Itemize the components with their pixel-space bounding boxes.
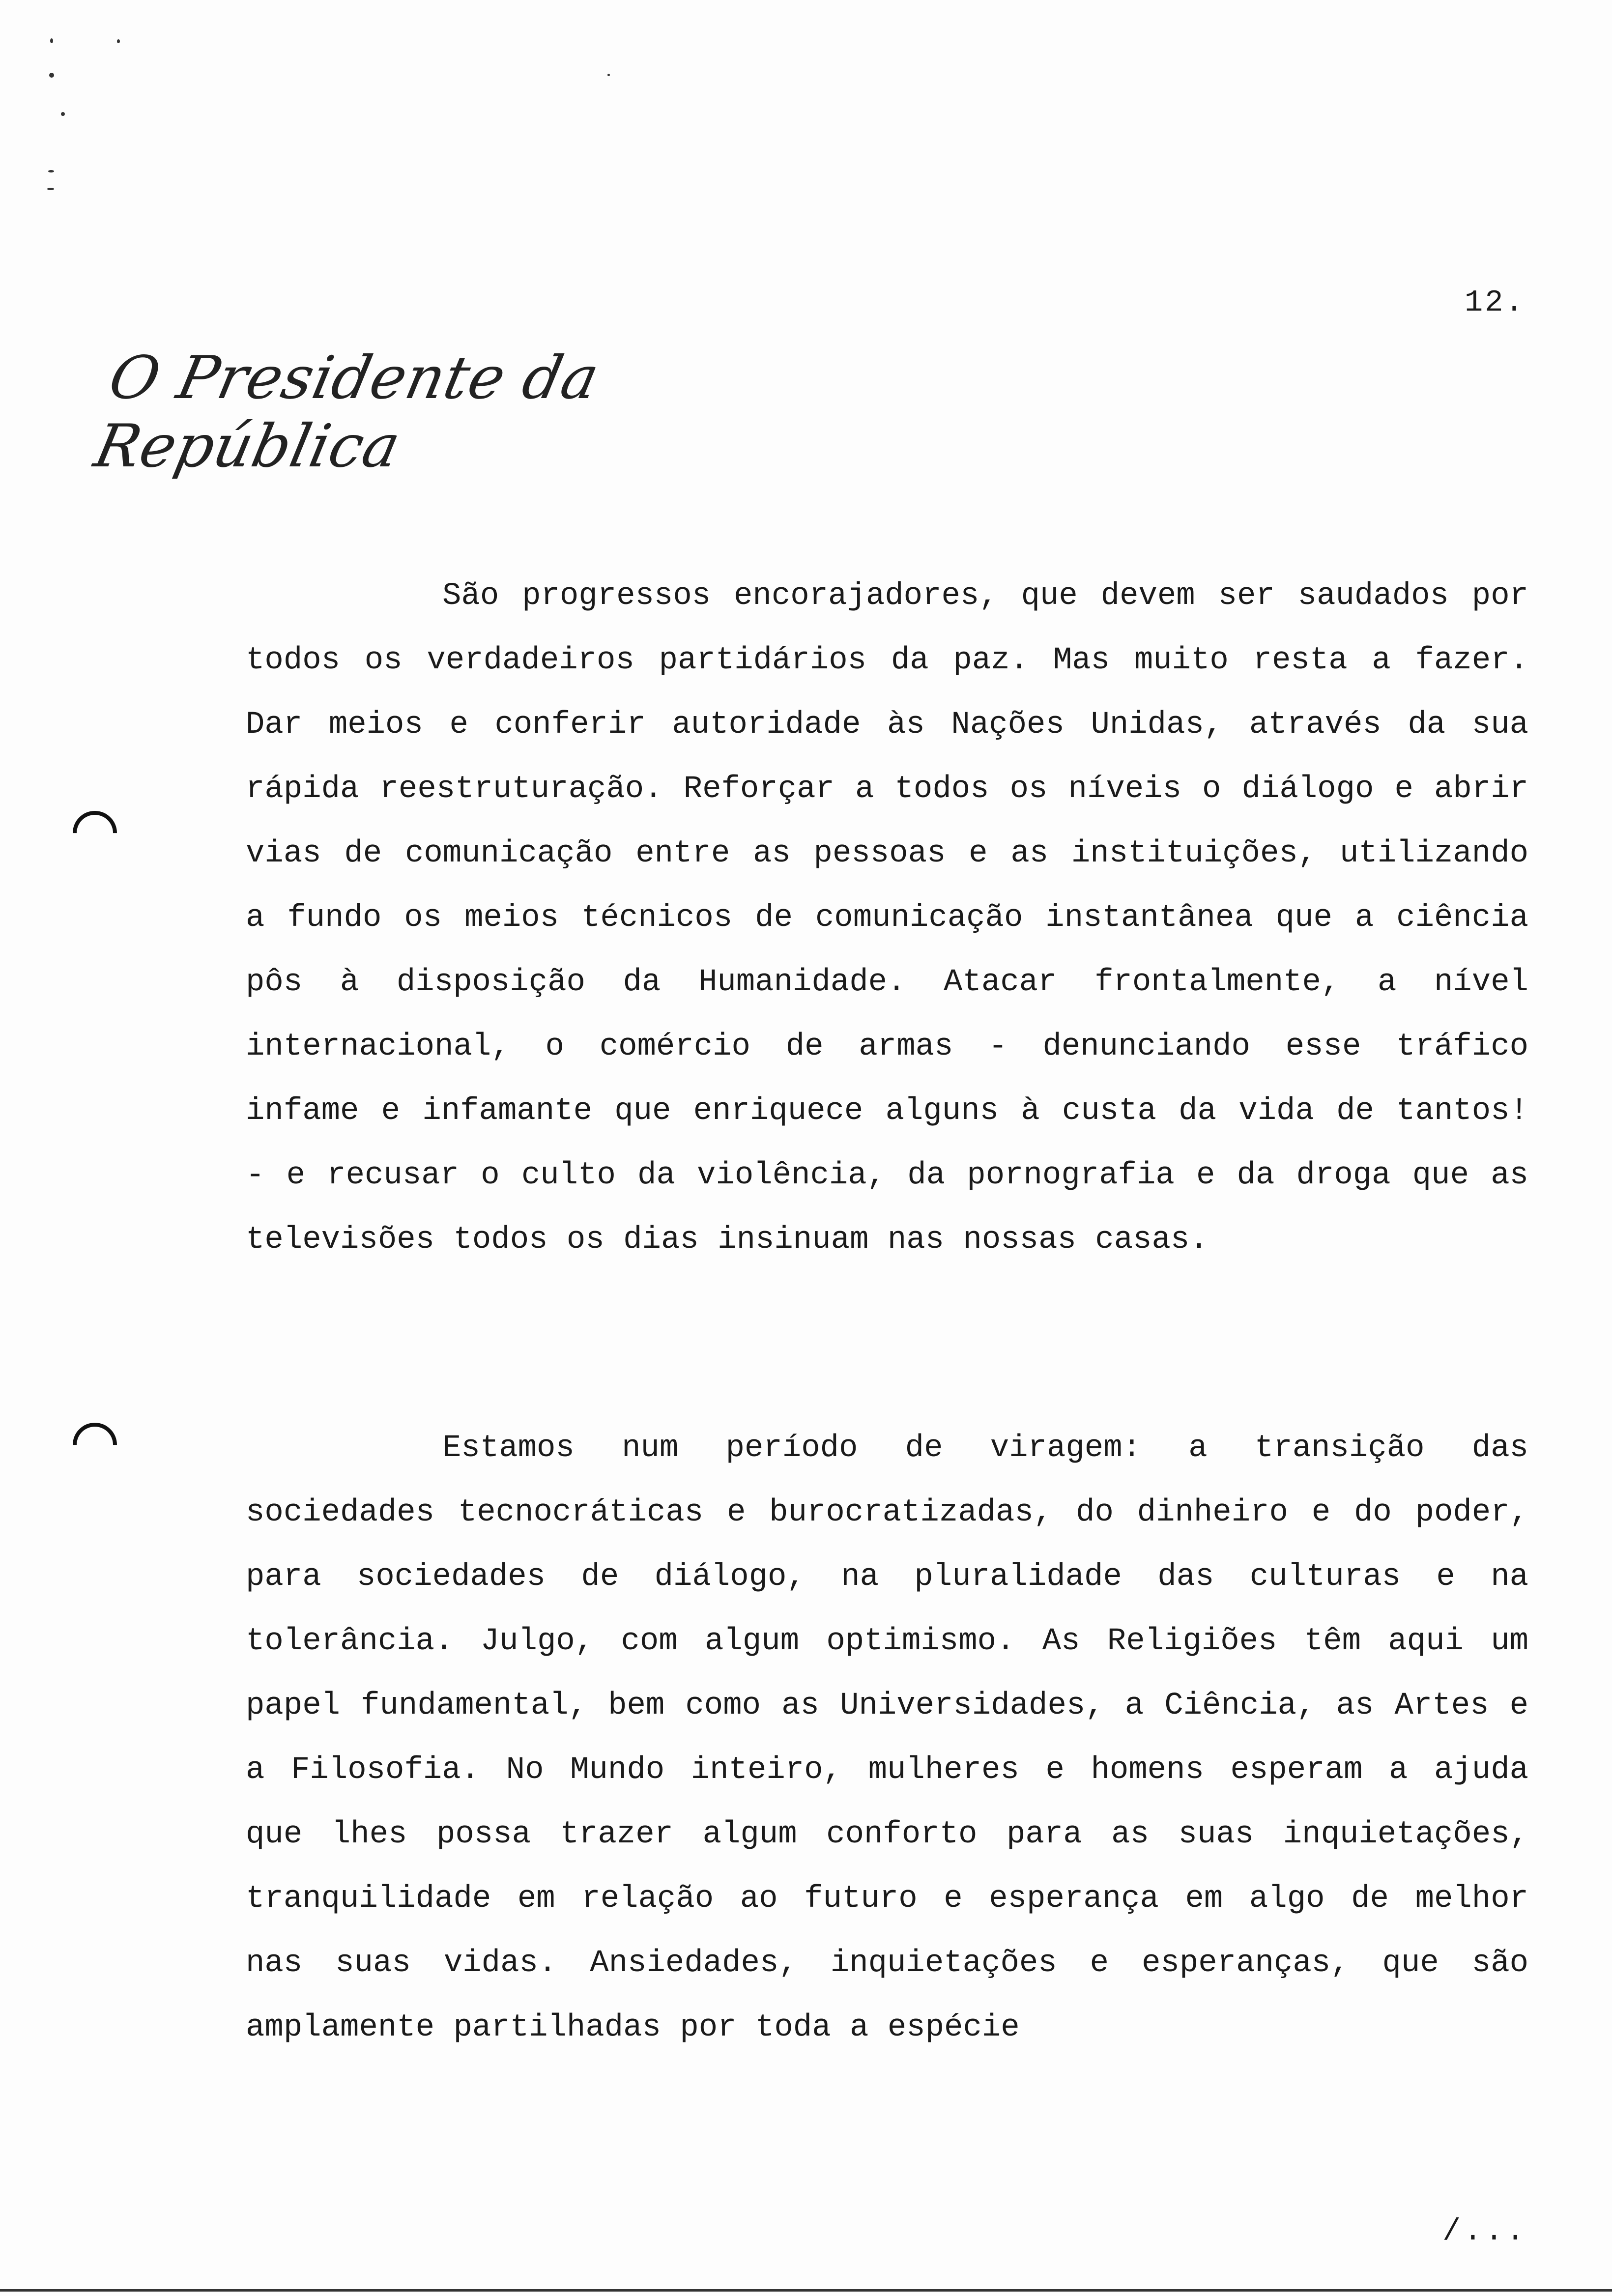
scan-speck: [607, 74, 610, 76]
paragraph-text: São progressos encorajadores, que devem ser saudados por todos os verdadeiros partidários da paz. Mas muito resta a fazer. Dar meios e conferir autoridade às Nações Unidas, através da sua rápida reestruturação. Reforçar a todos os níveis o diálogo e abrir vias de comunicação entre as pessoas e as instituições, utilizando a fundo os meios técnicos de comunicação instantânea que a ciência pôs à disposição da Humanidade. Atacar frontalmente, a nível internacional, o comércio de armas - denunciando esse tráfico infame e infamante que enriquece alguns à custa da vida de tantos! - e recusar o culto da violência, da pornografia e da droga que as televisões todos os dias insinuam nas nossas casas.: [246, 578, 1528, 1258]
letterhead-script-text: O Presidente da República: [88, 344, 605, 481]
letterhead: [88, 344, 693, 481]
body-paragraph: [246, 564, 1528, 1272]
continuation-marker: /...: [1442, 2214, 1527, 2249]
scan-speck: [48, 170, 54, 172]
punch-hole-mark: [63, 802, 126, 864]
scan-speck: [49, 73, 54, 78]
scan-speck: [47, 188, 54, 190]
page-number: 12.: [1465, 285, 1526, 320]
punch-hole-mark: [63, 1413, 126, 1476]
scan-speck: [117, 39, 120, 43]
scan-speck: [61, 112, 65, 116]
scan-speck: [50, 38, 53, 43]
scan-edge-line: [0, 2289, 1612, 2292]
body-paragraph: [246, 1416, 1528, 2060]
paragraph-text: Estamos num período de viragem: a transição das sociedades tecnocráticas e burocratizadas, do dinheiro e do poder, para sociedades de diálogo, na pluralidade das culturas e na tolerância. Julgo, com algum optimismo. As Religiões têm aqui um papel fundamental, bem como as Universidades, a Ciência, as Artes e a Filosofia. No Mundo inteiro, mulheres e homens esperam a ajuda que lhes possa trazer algum conforto para as suas inquietações, tranquilidade em relação ao futuro e esperança em algo de melhor nas suas vidas. Ansiedades, inquietações e esperanças, que são amplamente partilhadas por toda a espécie: [246, 1431, 1528, 2045]
